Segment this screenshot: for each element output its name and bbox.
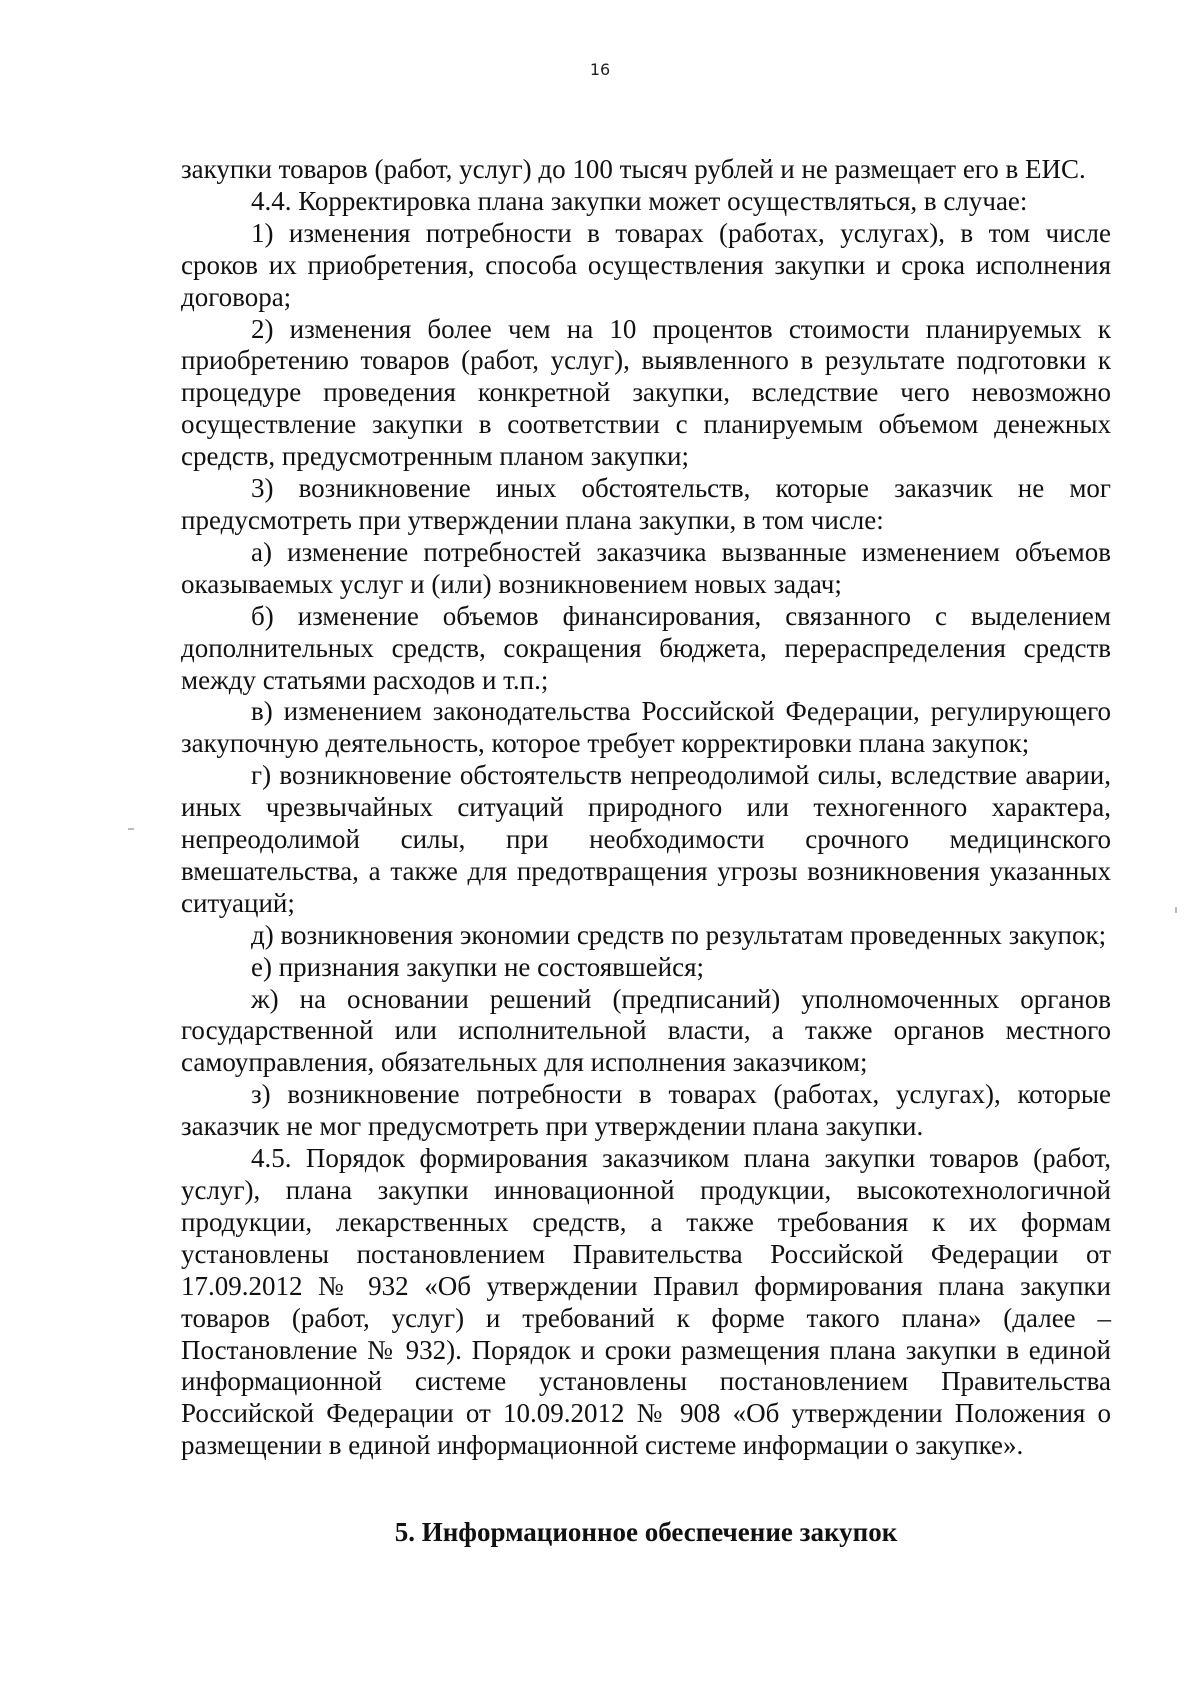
paragraph: ж) на основании решений (предписаний) уполномоченных органов государственной или исполнительной власти, а также органов местного самоуправления, обязательных для исполнения заказчиком; [181, 983, 1111, 1078]
paragraph: 3) возникновение иных обстоятельств, которые заказчик не мог предусмотреть при утверждении плана закупки, в том числе: [181, 473, 1111, 535]
paragraph: з) возникновение потребности в товарах (работах, услугах), которые заказчик не мог предусмотреть при утверждении плана закупки. [181, 1079, 1111, 1142]
paragraph: в) изменением законодательства Российской Федерации, регулирующего закупочную деятельность, которое требует корректировки плана закупок; [181, 696, 1111, 759]
paragraph: д) возникновения экономии средств по результатам проведенных закупок; [251, 919, 1107, 950]
paragraph: а) изменение потребностей заказчика вызванные изменением объемов оказываемых услуг и (или) возникновением новых задач; [181, 536, 1111, 599]
scan-speck [1175, 907, 1177, 913]
paragraph: г) возникновение обстоятельств непреодолимой силы, вследствие аварии, иных чрезвычайных ситуаций природного или техногенного характера, непреодолимой силы, при необходимости срочного медицинского вмешательства, а также для предотвращения угрозы возникновения указанных ситуаций; [181, 760, 1111, 918]
section-heading: 5. Информационное обеспечение закупок [394, 1517, 898, 1547]
paragraph: 4.4. Корректировка плана закупки может осуществляться, в случае: [251, 185, 1028, 216]
scan-speck [128, 828, 134, 830]
paragraph: е) признания закупки не состоявшейся; [251, 951, 704, 982]
paragraph: 4.5. Порядок формирования заказчиком плана закупки товаров (работ, услуг), плана закупки инновационной продукции, высокотехнологичной продукции, лекарственных средств, а также требования к их формам установлены постановлением Правительства Российской Федерации от 17.09.2012 № 932 «Об утверждении Правил формирования плана закупки товаров (работ, услуг) и требований к форме такого плана» (далее – Постановление № 932). Порядок и сроки размещения плана закупки в единой информационной системе установлены постановлением Правительства Российской Федерации от 10.09.2012 № 908 «Об утверждении Положения о размещении в единой информационной системе информации о закупке». [181, 1143, 1111, 1461]
paragraph: закупки товаров (работ, услуг) до 100 тысяч рублей и не размещает его в ЕИС. [181, 154, 1086, 184]
paragraph: 1) изменения потребности в товарах (работах, услугах), в том числе сроков их приобретения, способа осуществления закупки и срока исполнения договора; [181, 217, 1111, 312]
paragraph: 2) изменения более чем на 10 процентов стоимости планируемых к приобретению товаров (работ, услуг), выявленного в результате подготовки к процедуре проведения конкретной закупки, вследствие чего невозможно осуществление закупки в соответствии с планируемым объемом денежных средств, предусмотренным планом закупки; [181, 313, 1111, 472]
page-number: 16 [589, 60, 611, 79]
paragraph: б) изменение объемов финансирования, связанного с выделением дополнительных средств, сокращения бюджета, перераспределения средств между статьями расходов и т.п.; [181, 600, 1111, 695]
document-body [181, 154, 1111, 1462]
